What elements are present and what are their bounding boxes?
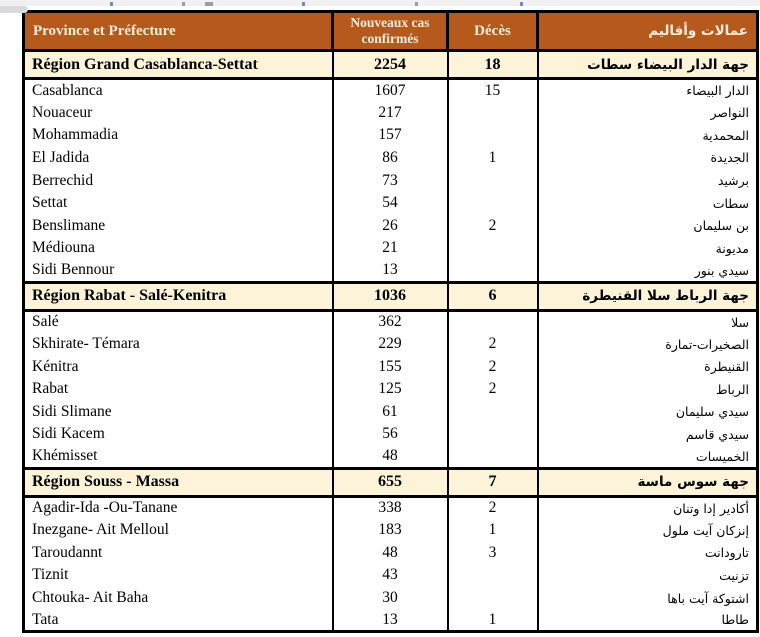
province-deaths-value: 1 [448,519,538,542]
province-cases-value: 56 [333,423,448,446]
province-cases-value: 217 [333,101,448,124]
province-name-ar: تزنيت [538,564,758,587]
province-row [24,192,758,215]
province-name-fr: Mohammadia [32,126,119,144]
region-deaths-value: 18 [448,51,538,79]
province-deaths-value: 2 [448,378,538,401]
province-name-ar: الصخيرات-تمارة [538,333,758,356]
province-name-ar: أكادير إدا وتنان [538,496,758,519]
province-name-fr: Settat [32,194,68,212]
province-name-fr: Skhirate- Témara [32,335,140,353]
province-deaths-value [448,260,538,283]
province-row [24,310,758,333]
province-row [24,237,758,260]
cropped-top-strip [0,0,760,10]
province-deaths-value: 1 [448,609,538,632]
province-name-ar: طاطا [538,609,758,632]
province-row [24,378,758,401]
province-deaths-value: 2 [448,496,538,519]
province-deaths-value: 2 [448,355,538,378]
province-row [24,79,758,102]
province-cases-value: 86 [333,147,448,170]
province-deaths-value [448,310,538,333]
province-name-ar: اشتوكة آيت باها [538,587,758,610]
province-name-fr: Taroudannt [32,543,103,561]
province-name-fr: Rabat [32,380,69,398]
province-row [24,496,758,519]
cropped-text-remnant [182,2,185,6]
province-name-fr: Nouaceur [32,103,93,121]
province-cases-value: 229 [333,333,448,356]
table-body [24,51,758,632]
province-name-ar: سيدي بنور [538,260,758,283]
cropped-text-remnant [205,2,213,6]
header-row [24,12,758,51]
region-name-ar: جهة الرباط سلا القنيطرة [538,282,758,310]
province-cases-value: 183 [333,519,448,542]
region-name-ar: جهة الدار البيضاء سطات [538,51,758,79]
province-name-ar: تارودانت [538,542,758,565]
province-name-ar: الدار البيضاء [538,79,758,102]
province-name-ar: إنزكان آيت ملول [538,519,758,542]
province-cases-value: 26 [333,214,448,237]
province-name-fr: Benslimane [32,216,106,234]
province-name-fr: El Jadida [32,148,90,166]
province-row [24,214,758,237]
province-name-fr: Kénitra [32,357,79,375]
column-header-deaths: Décès [448,12,538,51]
province-row [24,101,758,124]
covid-cases-table [22,10,759,633]
province-deaths-value: 15 [448,79,538,102]
province-name-ar: سلا [538,310,758,333]
province-row [24,446,758,469]
province-row [24,519,758,542]
province-name-ar: سطات [538,192,758,215]
province-deaths-value [448,446,538,469]
province-row [24,609,758,632]
province-cases-value: 61 [333,401,448,424]
province-name-ar: سيدي قاسم [538,423,758,446]
province-row [24,147,758,170]
province-cases-value: 338 [333,496,448,519]
province-name-fr: Inezgane- Ait Melloul [32,521,169,539]
cropped-text-remnant [415,2,418,6]
province-name-fr: Chtouka- Ait Baha [32,589,149,607]
province-row [24,169,758,192]
province-row [24,260,758,283]
province-cases-value: 1607 [333,79,448,102]
region-summary-row [24,282,758,310]
region-name-ar: جهة سوس ماسة [538,468,758,496]
province-cases-value: 125 [333,378,448,401]
province-row [24,124,758,147]
province-cases-value: 48 [333,446,448,469]
province-deaths-value: 2 [448,333,538,356]
province-name-ar: الرباط [538,378,758,401]
province-row [24,401,758,424]
province-deaths-value [448,192,538,215]
province-name-fr: Médiouna [32,239,95,257]
province-deaths-value [448,169,538,192]
province-deaths-value [448,124,538,147]
province-cases-value: 13 [333,609,448,632]
province-cases-value: 362 [333,310,448,333]
province-deaths-value: 2 [448,214,538,237]
table-header [24,12,758,51]
province-deaths-value [448,237,538,260]
region-summary-row [24,51,758,79]
province-deaths-value: 1 [448,147,538,170]
column-header-province: Province et Préfecture [24,12,333,51]
province-name-ar: القنيطرة [538,355,758,378]
province-deaths-value [448,401,538,424]
column-header-new-cases: Nouveaux cas confirmés [333,12,448,51]
province-name-ar: الخميسات [538,446,758,469]
province-name-fr: Tiznit [32,566,69,584]
cropped-text-remnant [302,2,305,6]
province-row [24,542,758,565]
region-cases-value: 655 [333,468,448,496]
province-name-ar: المحمدية [538,124,758,147]
province-row [24,423,758,446]
province-name-fr: Sidi Bennour [32,261,115,279]
province-deaths-value [448,564,538,587]
province-name-ar: الجديدة [538,147,758,170]
province-deaths-value [448,587,538,610]
province-cases-value: 157 [333,124,448,147]
province-name-ar: برشيد [538,169,758,192]
province-name-fr: Berrechid [32,171,94,189]
province-deaths-value [448,101,538,124]
province-name-ar: بن سليمان [538,214,758,237]
province-row [24,355,758,378]
province-cases-value: 48 [333,542,448,565]
region-deaths-value: 6 [448,282,538,310]
cropped-text-remnant [520,2,523,6]
region-deaths-value: 7 [448,468,538,496]
province-name-fr: Salé [32,313,59,331]
province-cases-value: 155 [333,355,448,378]
province-cases-value: 73 [333,169,448,192]
province-deaths-value: 3 [448,542,538,565]
province-deaths-value [448,423,538,446]
region-cases-value: 2254 [333,51,448,79]
cropped-text-remnant [110,2,113,6]
province-cases-value: 54 [333,192,448,215]
province-name-fr: Tata [32,610,59,628]
column-header-districts-arabic: عمالات وأقاليم [538,12,758,51]
page-edge-tab [0,6,28,13]
province-row [24,587,758,610]
province-cases-value: 13 [333,260,448,283]
region-name-fr: Région Rabat - Salé-Kenitra [24,282,333,310]
province-name-fr: Sidi Slimane [32,402,112,420]
region-name-fr: Région Souss - Massa [24,468,333,496]
province-name-fr: Agadir-Ida -Ou-Tanane [32,499,178,517]
province-name-ar: سيدي سليمان [538,401,758,424]
cropped-text-remnant-band [0,0,760,6]
region-cases-value: 1036 [333,282,448,310]
province-row [24,564,758,587]
province-cases-value: 30 [333,587,448,610]
province-name-ar: مديونة [538,237,758,260]
province-name-fr: Casablanca [32,81,103,99]
province-name-fr: Khémisset [32,447,98,465]
region-name-fr: Région Grand Casablanca-Settat [24,51,333,79]
province-cases-value: 21 [333,237,448,260]
province-cases-value: 43 [333,564,448,587]
province-name-fr: Sidi Kacem [32,425,105,443]
province-name-ar: النواصر [538,101,758,124]
region-summary-row [24,468,758,496]
province-row [24,333,758,356]
